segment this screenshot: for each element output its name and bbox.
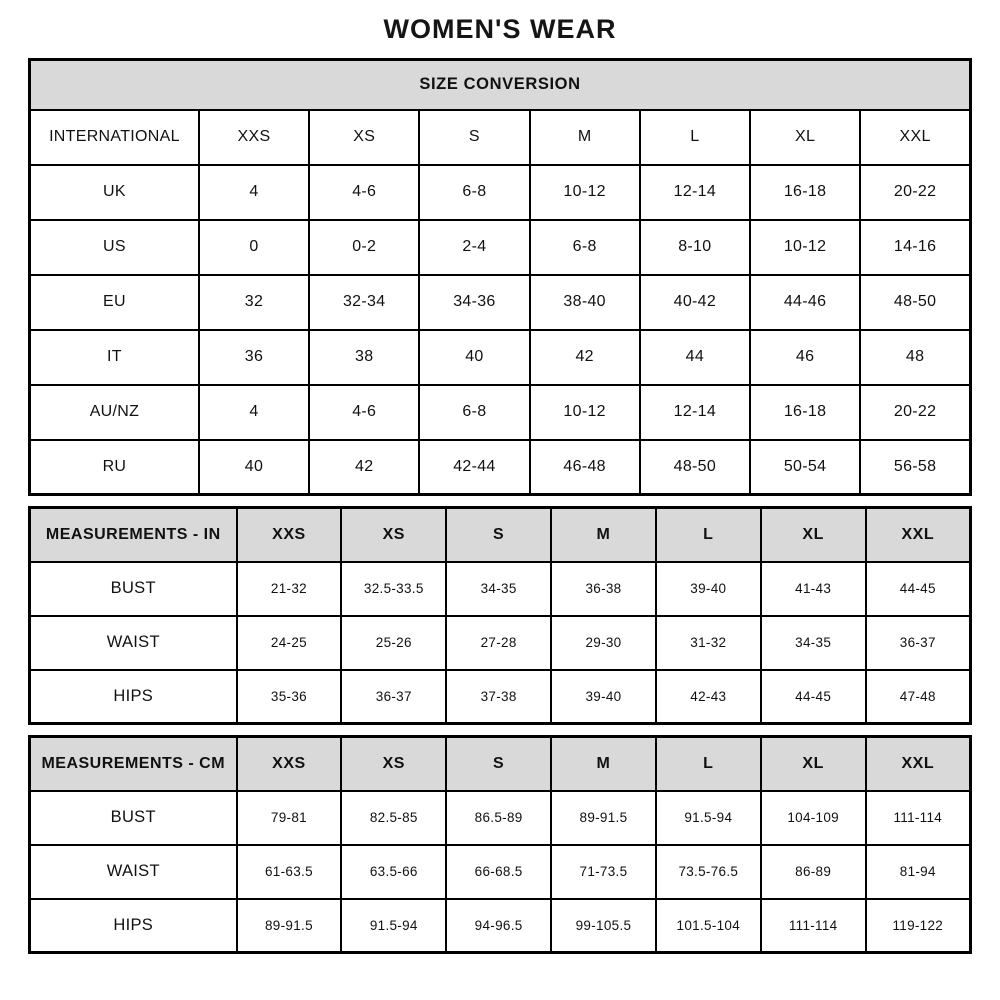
cell: 4 (199, 385, 309, 440)
size-conversion-table (28, 58, 972, 496)
cell: 42-43 (656, 670, 761, 724)
cell: 41-43 (761, 562, 866, 616)
table-banner: SIZE CONVERSION (30, 60, 971, 110)
cell: 39-40 (551, 670, 656, 724)
cell: 42 (530, 330, 640, 385)
column-header: XL (761, 508, 866, 562)
table-row (30, 562, 971, 616)
cell: 21-32 (237, 562, 342, 616)
row-label: EU (30, 275, 199, 330)
row-label: BUST (30, 562, 237, 616)
cell: 6-8 (419, 385, 529, 440)
cell: 86-89 (761, 845, 866, 899)
cell: 36-37 (866, 616, 971, 670)
cell: 82.5-85 (341, 791, 446, 845)
cell: 119-122 (866, 899, 971, 953)
column-header: M (530, 110, 640, 165)
column-header: M (551, 737, 656, 791)
cell: 94-96.5 (446, 899, 551, 953)
cell: 4 (199, 165, 309, 220)
table-row (30, 165, 971, 220)
table-row (30, 670, 971, 724)
row-label: IT (30, 330, 199, 385)
cell: 38-40 (530, 275, 640, 330)
column-header: XS (341, 508, 446, 562)
column-header: S (419, 110, 529, 165)
column-header: S (446, 508, 551, 562)
column-header: XL (761, 737, 866, 791)
page-title: WOMEN'S WEAR (383, 14, 617, 44)
cell: 44-45 (761, 670, 866, 724)
row-label: WAIST (30, 616, 237, 670)
cell: 44 (640, 330, 750, 385)
cell: 89-91.5 (551, 791, 656, 845)
table-row (30, 616, 971, 670)
cell: 73.5-76.5 (656, 845, 761, 899)
cell: 32 (199, 275, 309, 330)
cell: 31-32 (656, 616, 761, 670)
row-label: AU/NZ (30, 385, 199, 440)
column-header: MEASUREMENTS - IN (30, 508, 237, 562)
cell: 32.5-33.5 (341, 562, 446, 616)
column-header: XXS (237, 508, 342, 562)
cell: 20-22 (860, 385, 970, 440)
cell: 10-12 (750, 220, 860, 275)
cell: 42 (309, 440, 419, 495)
row-label: US (30, 220, 199, 275)
column-header: L (656, 737, 761, 791)
cell: 44-45 (866, 562, 971, 616)
cell: 36 (199, 330, 309, 385)
column-header: XXL (860, 110, 970, 165)
row-label: UK (30, 165, 199, 220)
cell: 36-37 (341, 670, 446, 724)
cell: 44-46 (750, 275, 860, 330)
column-header: XXS (237, 737, 342, 791)
column-header: XL (750, 110, 860, 165)
cell: 12-14 (640, 165, 750, 220)
cell: 2-4 (419, 220, 529, 275)
cell: 27-28 (446, 616, 551, 670)
cell: 37-38 (446, 670, 551, 724)
cell: 4-6 (309, 165, 419, 220)
cell: 86.5-89 (446, 791, 551, 845)
cell: 0 (199, 220, 309, 275)
table-row (30, 385, 971, 440)
cell: 34-36 (419, 275, 529, 330)
cell: 91.5-94 (656, 791, 761, 845)
table-row (30, 791, 971, 845)
table-row (30, 275, 971, 330)
column-header: XXS (199, 110, 309, 165)
column-header: XS (309, 110, 419, 165)
cell: 47-48 (866, 670, 971, 724)
cell: 40 (419, 330, 529, 385)
cell: 4-6 (309, 385, 419, 440)
cell: 91.5-94 (341, 899, 446, 953)
cell: 39-40 (656, 562, 761, 616)
column-header: L (656, 508, 761, 562)
cell: 42-44 (419, 440, 529, 495)
table-row (30, 899, 971, 953)
cell: 48-50 (640, 440, 750, 495)
cell: 111-114 (866, 791, 971, 845)
cell: 35-36 (237, 670, 342, 724)
cell: 36-38 (551, 562, 656, 616)
column-header: MEASUREMENTS - CM (30, 737, 237, 791)
row-label: HIPS (30, 670, 237, 724)
row-label: HIPS (30, 899, 237, 953)
column-header: INTERNATIONAL (30, 110, 199, 165)
table-row (30, 440, 971, 495)
cell: 25-26 (341, 616, 446, 670)
column-header: S (446, 737, 551, 791)
cell: 24-25 (237, 616, 342, 670)
cell: 12-14 (640, 385, 750, 440)
cell: 32-34 (309, 275, 419, 330)
cell: 8-10 (640, 220, 750, 275)
row-label: BUST (30, 791, 237, 845)
cell: 0-2 (309, 220, 419, 275)
cell: 16-18 (750, 385, 860, 440)
measurements-cm-table (28, 735, 972, 954)
column-header: L (640, 110, 750, 165)
cell: 48-50 (860, 275, 970, 330)
measurements-in-table (28, 506, 972, 725)
column-header: M (551, 508, 656, 562)
row-label: RU (30, 440, 199, 495)
cell: 56-58 (860, 440, 970, 495)
column-header: XXL (866, 508, 971, 562)
cell: 10-12 (530, 385, 640, 440)
cell: 6-8 (419, 165, 529, 220)
cell: 63.5-66 (341, 845, 446, 899)
column-header: XXL (866, 737, 971, 791)
cell: 20-22 (860, 165, 970, 220)
cell: 99-105.5 (551, 899, 656, 953)
table-row (30, 330, 971, 385)
cell: 34-35 (761, 616, 866, 670)
cell: 29-30 (551, 616, 656, 670)
cell: 38 (309, 330, 419, 385)
cell: 16-18 (750, 165, 860, 220)
cell: 81-94 (866, 845, 971, 899)
cell: 111-114 (761, 899, 866, 953)
row-label: WAIST (30, 845, 237, 899)
cell: 89-91.5 (237, 899, 342, 953)
table-row (30, 220, 971, 275)
cell: 79-81 (237, 791, 342, 845)
cell: 50-54 (750, 440, 860, 495)
cell: 40 (199, 440, 309, 495)
cell: 14-16 (860, 220, 970, 275)
column-header: XS (341, 737, 446, 791)
cell: 48 (860, 330, 970, 385)
cell: 66-68.5 (446, 845, 551, 899)
table-row (30, 845, 971, 899)
cell: 46 (750, 330, 860, 385)
cell: 104-109 (761, 791, 866, 845)
cell: 61-63.5 (237, 845, 342, 899)
cell: 6-8 (530, 220, 640, 275)
cell: 10-12 (530, 165, 640, 220)
cell: 101.5-104 (656, 899, 761, 953)
cell: 40-42 (640, 275, 750, 330)
cell: 34-35 (446, 562, 551, 616)
cell: 46-48 (530, 440, 640, 495)
cell: 71-73.5 (551, 845, 656, 899)
